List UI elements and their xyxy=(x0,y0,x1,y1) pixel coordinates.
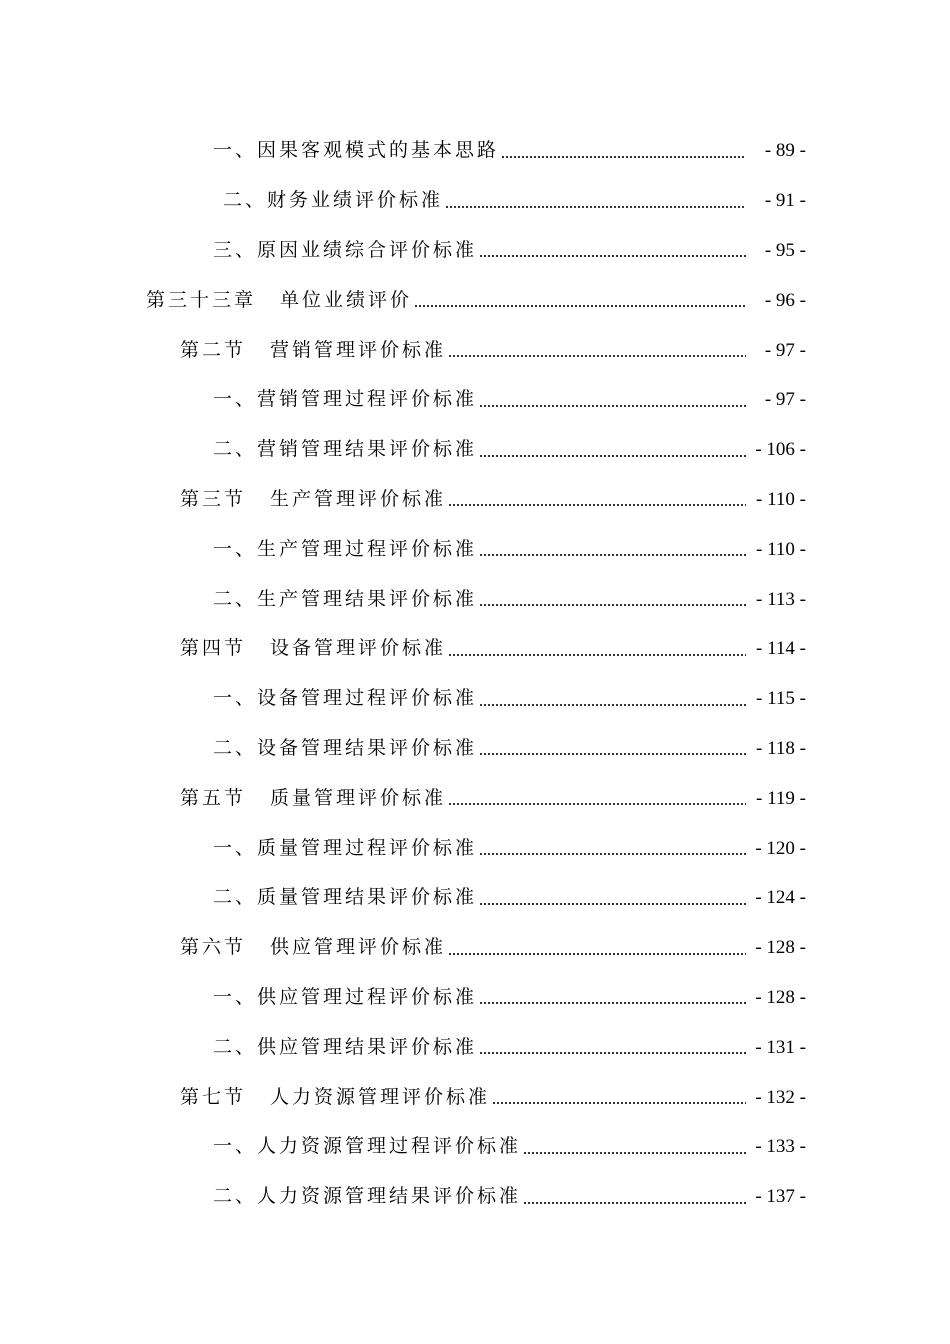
toc-entry-prefix: 第五节 xyxy=(180,786,247,809)
toc-entry-page: - 131 - xyxy=(755,1036,806,1058)
toc-entry-prefix: 第三节 xyxy=(180,487,247,510)
toc-entry-title: 人力资源管理结果评价标准 xyxy=(257,1185,522,1208)
toc-entry-title: 人力资源管理过程评价标准 xyxy=(257,1135,522,1158)
toc-leader-dots xyxy=(448,504,746,506)
toc-chapter-entry[interactable] xyxy=(0,275,950,325)
toc-entry-title: 设备管理过程评价标准 xyxy=(257,687,478,710)
toc-entry-title: 设备管理结果评价标准 xyxy=(257,736,478,759)
toc-entry-title: 生产管理评价标准 xyxy=(270,487,447,510)
toc-entry-prefix: 二、 xyxy=(213,438,258,461)
toc-entry-page: - 95 - xyxy=(764,239,806,261)
toc-entry-prefix: 二、 xyxy=(213,1185,258,1208)
toc-entry[interactable] xyxy=(0,524,950,574)
toc-entry-prefix: 二、 xyxy=(213,736,258,759)
toc-leader-dots xyxy=(448,803,746,805)
toc-entry-page: - 119 - xyxy=(756,787,806,809)
toc-entry-page: - 137 - xyxy=(755,1186,806,1208)
toc-entry-title: 供应管理过程评价标准 xyxy=(257,985,478,1008)
toc-entry-page: - 113 - xyxy=(756,588,806,610)
toc-entry-prefix: 第七节 xyxy=(180,1085,247,1108)
toc-leader-dots xyxy=(448,355,746,357)
toc-entry-prefix: 一、 xyxy=(213,1135,258,1158)
toc-entry-title: 设备管理评价标准 xyxy=(270,637,447,660)
toc-entry[interactable] xyxy=(0,375,950,425)
toc-section-entry[interactable] xyxy=(0,624,950,674)
toc-entry-prefix: 三、 xyxy=(213,238,258,261)
toc-entry-prefix: 一、 xyxy=(213,537,258,560)
toc-entry-prefix: 第三十三章 xyxy=(146,288,257,311)
toc-entry-title: 生产管理结果评价标准 xyxy=(257,587,478,610)
toc-entry-title: 质量管理评价标准 xyxy=(270,786,447,809)
toc-entry[interactable] xyxy=(0,425,950,475)
toc-entry-page: - 97 - xyxy=(764,339,806,361)
toc-entry-prefix: 二、 xyxy=(213,886,258,909)
toc-entry-page: - 115 - xyxy=(756,688,806,710)
toc-section-entry[interactable] xyxy=(0,475,950,525)
toc-leader-dots xyxy=(479,1052,746,1054)
toc-entry-prefix: 第四节 xyxy=(180,637,247,660)
toc-entry-prefix: 一、 xyxy=(213,985,258,1008)
toc-leader-dots xyxy=(479,554,746,556)
toc-section-entry[interactable] xyxy=(0,923,950,973)
toc-entry[interactable] xyxy=(0,1022,950,1072)
toc-entry-page: - 118 - xyxy=(756,737,806,759)
toc-entry-prefix: 一、 xyxy=(213,388,258,411)
toc-entry[interactable] xyxy=(0,1122,950,1172)
toc-entry-prefix: 二、 xyxy=(223,189,268,212)
toc-entry-page: - 128 - xyxy=(755,986,806,1008)
toc-entry-page: - 97 - xyxy=(764,389,806,411)
toc-leader-dots xyxy=(448,953,746,955)
toc-entry[interactable] xyxy=(0,226,950,276)
toc-entry-page: - 106 - xyxy=(755,439,806,461)
toc-entry-page: - 96 - xyxy=(764,289,806,311)
toc-entry-page: - 110 - xyxy=(756,538,806,560)
toc-entry-title: 营销管理结果评价标准 xyxy=(257,438,478,461)
toc-section-entry[interactable] xyxy=(0,773,950,823)
table-of-contents xyxy=(0,126,950,1222)
toc-section-entry[interactable] xyxy=(0,325,950,375)
toc-entry-prefix: 第六节 xyxy=(180,936,247,959)
toc-leader-dots xyxy=(479,455,746,457)
toc-entry-title: 质量管理过程评价标准 xyxy=(257,836,478,859)
toc-leader-dots xyxy=(523,1202,746,1204)
toc-entry[interactable] xyxy=(0,126,950,176)
toc-entry-page: - 114 - xyxy=(756,638,806,660)
toc-leader-dots xyxy=(445,206,746,208)
toc-leader-dots xyxy=(501,156,746,158)
toc-leader-dots xyxy=(479,903,746,905)
toc-entry-title: 营销管理过程评价标准 xyxy=(257,388,478,411)
toc-entry-prefix: 一、 xyxy=(213,687,258,710)
toc-entry-page: - 120 - xyxy=(755,837,806,859)
toc-entry[interactable] xyxy=(0,674,950,724)
toc-entry[interactable] xyxy=(0,823,950,873)
toc-entry-prefix: 二、 xyxy=(213,1035,258,1058)
toc-entry-page: - 133 - xyxy=(755,1136,806,1158)
toc-leader-dots xyxy=(479,255,746,257)
toc-leader-dots xyxy=(414,305,746,307)
toc-entry-title: 财务业绩评价标准 xyxy=(267,189,444,212)
toc-leader-dots xyxy=(479,704,746,706)
toc-entry-title: 生产管理过程评价标准 xyxy=(257,537,478,560)
toc-leader-dots xyxy=(479,405,746,407)
toc-leader-dots xyxy=(492,1102,746,1104)
toc-entry-page: - 89 - xyxy=(764,140,806,162)
toc-entry-title: 质量管理结果评价标准 xyxy=(257,886,478,909)
toc-entry-page: - 91 - xyxy=(764,190,806,212)
toc-entry-prefix: 一、 xyxy=(213,836,258,859)
toc-entry-page: - 128 - xyxy=(755,937,806,959)
toc-leader-dots xyxy=(479,1002,746,1004)
toc-entry-title: 因果客观模式的基本思路 xyxy=(257,139,500,162)
toc-entry-page: - 110 - xyxy=(756,488,806,510)
toc-entry-title: 原因业绩综合评价标准 xyxy=(257,238,478,261)
toc-entry-page: - 132 - xyxy=(755,1086,806,1108)
toc-entry-title: 供应管理评价标准 xyxy=(270,936,447,959)
toc-entry[interactable] xyxy=(0,973,950,1023)
toc-entry[interactable] xyxy=(0,574,950,624)
toc-entry[interactable] xyxy=(0,176,950,226)
toc-leader-dots xyxy=(479,753,746,755)
toc-entry-title: 单位业绩评价 xyxy=(280,288,413,311)
toc-section-entry[interactable] xyxy=(0,1072,950,1122)
toc-entry[interactable] xyxy=(0,724,950,774)
toc-entry-prefix: 一、 xyxy=(213,139,258,162)
toc-leader-dots xyxy=(523,1152,746,1154)
toc-entry[interactable] xyxy=(0,1172,950,1222)
toc-entry-title: 人力资源管理评价标准 xyxy=(270,1085,491,1108)
toc-entry-page: - 124 - xyxy=(755,887,806,909)
toc-leader-dots xyxy=(448,654,746,656)
toc-leader-dots xyxy=(479,604,746,606)
toc-entry-prefix: 二、 xyxy=(213,587,258,610)
toc-entry-prefix: 第二节 xyxy=(180,338,247,361)
toc-entry[interactable] xyxy=(0,873,950,923)
toc-entry-title: 营销管理评价标准 xyxy=(270,338,447,361)
toc-entry-title: 供应管理结果评价标准 xyxy=(257,1035,478,1058)
toc-leader-dots xyxy=(479,853,746,855)
